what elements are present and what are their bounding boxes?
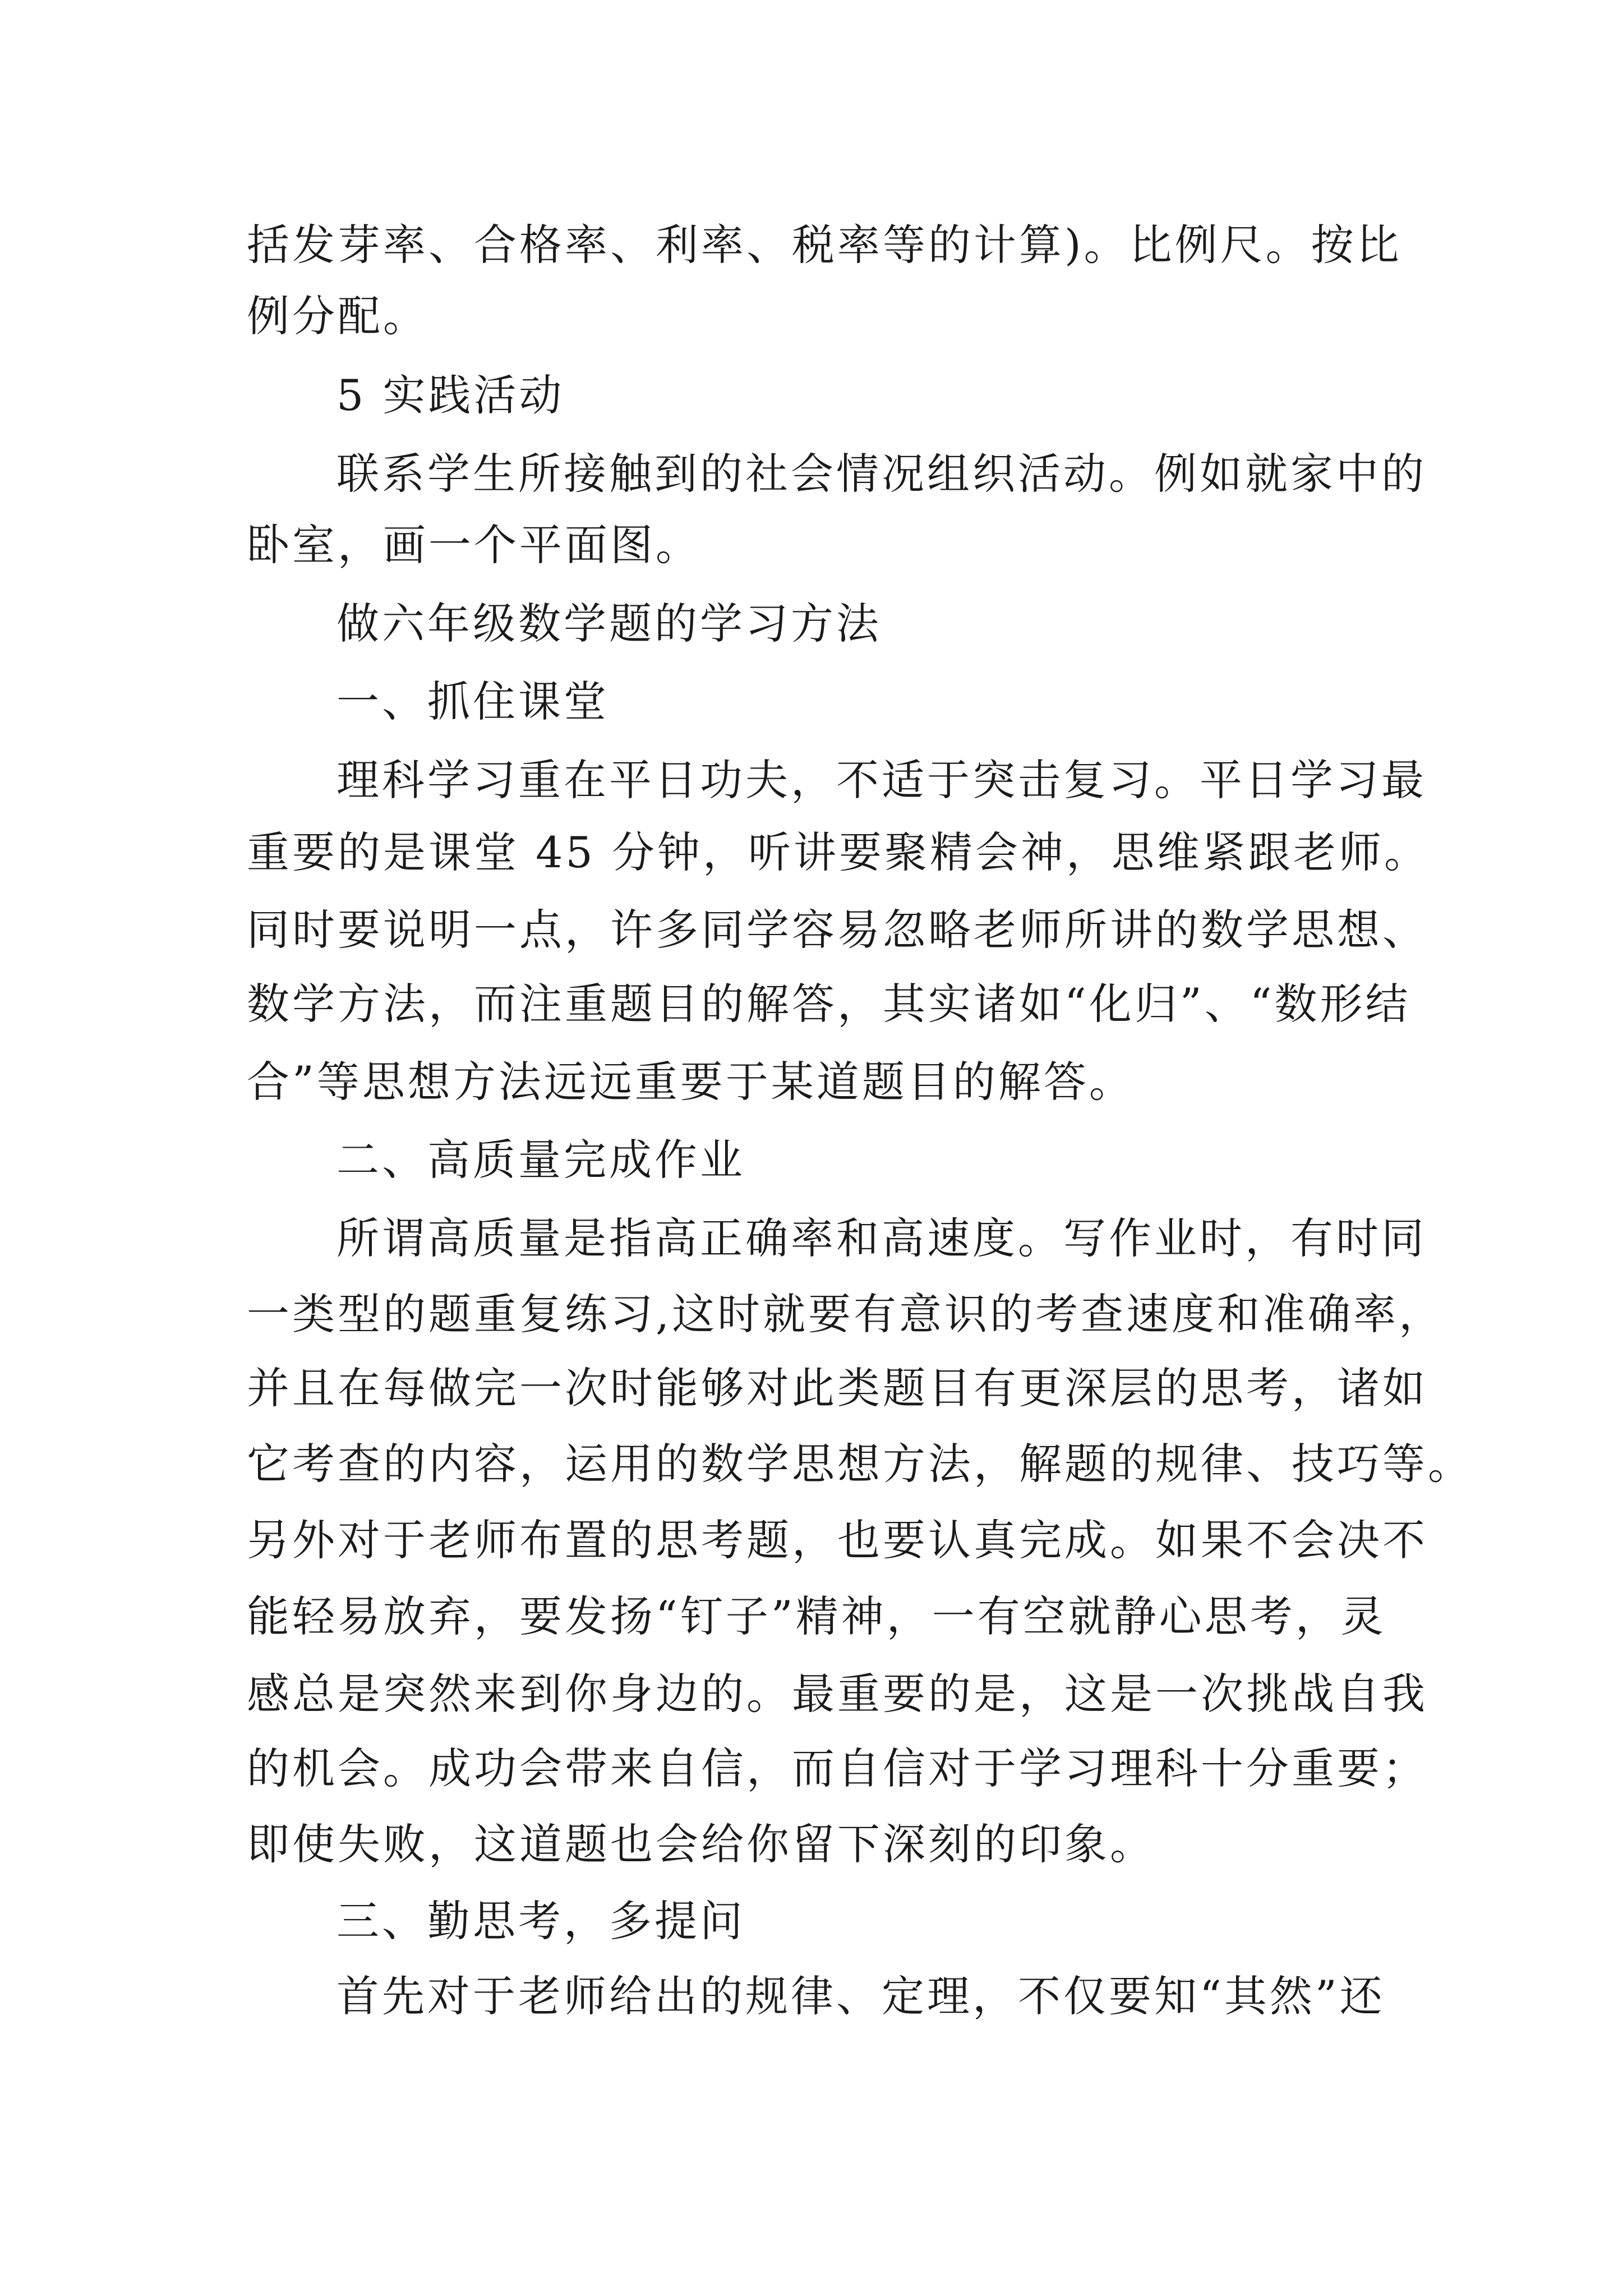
text-line: 同时要说明一点，许多同学容易忽略老师所讲的数学思想、 xyxy=(247,905,1428,955)
text-line: 合”等思想方法远远重要于某道题目的解答。 xyxy=(247,1057,1135,1107)
section-heading: 三、勤思考，多提问 xyxy=(336,1896,745,1946)
text-line: 理科学习重在平日功夫，不适于突击复习。平日学习最 xyxy=(336,755,1427,805)
text-line: 一类型的题重复练习,这时就要有意识的考查速度和准确率， xyxy=(247,1289,1445,1339)
text-line: 另外对于老师布置的思考题，也要认真完成。如果不会决不 xyxy=(247,1515,1428,1565)
text-line: 括发芽率、合格率、利率、税率等的计算)。比例尺。按比 xyxy=(247,220,1402,270)
section-heading: 做六年级数学题的学习方法 xyxy=(336,599,882,648)
section-heading: 二、高质量完成作业 xyxy=(336,1135,745,1185)
section-heading: 5 实践活动 xyxy=(336,370,565,420)
text-line: 例分配。 xyxy=(247,291,428,341)
text-line: 它考查的内容，运用的数学思想方法，解题的规律、技巧等。 xyxy=(247,1439,1473,1489)
text-line: 首先对于老师给出的规律、定理，不仅要知“其然”还 xyxy=(336,1971,1385,2021)
text-line: 卧室，画一个平面图。 xyxy=(247,520,701,570)
text-line: 能轻易放弃，要发扬“钉子”精神，一有空就静心思考，灵 xyxy=(247,1591,1386,1641)
text-line: 即使失败，这道题也会给你留下深刻的印象。 xyxy=(247,1819,1155,1869)
text-line: 并且在每做完一次时能够对此类题目有更深层的思考，诸如 xyxy=(247,1363,1428,1413)
section-heading: 一、抓住课堂 xyxy=(336,677,609,726)
text-line: 重要的是课堂 45 分钟，听讲要聚精会神，思维紧跟老师。 xyxy=(247,827,1430,877)
text-line: 感总是突然来到你身边的。最重要的是，这是一次挑战自我 xyxy=(247,1669,1428,1719)
text-line: 联系学生所接触到的社会情况组织活动。例如就家中的 xyxy=(336,449,1427,499)
text-line: 的机会。成功会带来自信，而自信对于学习理科十分重要； xyxy=(247,1743,1428,1793)
text-line: 数学方法，而注重题目的解答，其实诸如“化归”、“数形结 xyxy=(247,979,1411,1029)
text-line: 所谓高质量是指高正确率和高速度。写作业时，有时同 xyxy=(336,1213,1427,1263)
